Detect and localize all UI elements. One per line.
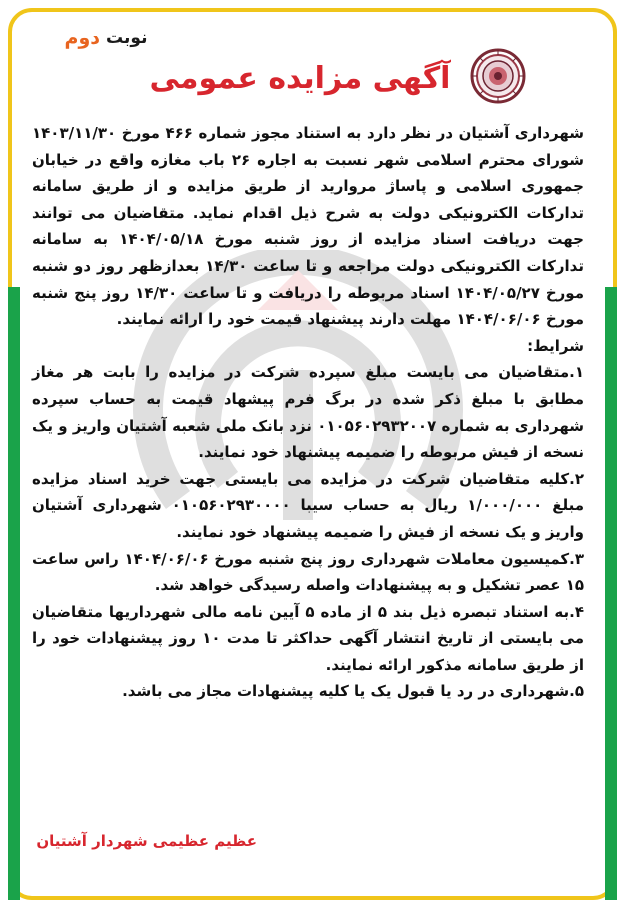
notice-title: آگهی مزایده عمومی	[149, 61, 451, 96]
municipality-seal-icon	[470, 48, 526, 104]
badge-word-second: دوم	[64, 27, 101, 49]
conditions-heading: شرایط:	[527, 336, 584, 355]
condition-item: ۴.به استناد تبصره ذیل بند ۵ از ماده ۵ آیین نامه مالی شهرداریها متقاضیان می بایستی از تاریخ انتشار آگهی حداکثر تا مدت ۱۰ روز پیشنهادات خود را از طریق سامانه مذکور ارائه نمایند.	[32, 602, 584, 674]
green-side-stripe-left	[8, 287, 20, 900]
badge-word-round: نوبت	[106, 28, 148, 48]
condition-item: ۵.شهرداری در رد یا قبول یک یا کلیه پیشنهادات مجاز می باشد.	[122, 682, 584, 701]
green-side-stripe-right	[605, 287, 617, 900]
intro-paragraph: شهرداری آشتیان در نظر دارد به استناد مجوز شماره ۴۶۶ مورخ ۱۴۰۳/۱۱/۳۰ شورای محترم اسلامی شهر نسبت به اجاره ۲۶ باب مغازه واقع در خیابان جمهوری اسلامی و پاساژ مروارید از طریق مزایده و از طریق سامانه تدارکات الکترونیکی دولت به شرح ذیل اقدام نماید. متقاضیان می توانند جهت دریافت اسناد مزایده از روز شنبه مورخ ۱۴۰۴/۰۵/۱۸ به سامانه تدارکات الکترونیکی دولت مراجعه و تا ساعت ۱۴/۳۰ بعدازظهر روز دو شنبه مورخ ۱۴۰۴/۰۵/۲۷ اسناد مربوطه را دریافت و تا ساعت ۱۴/۳۰ روز پنج شنبه مورخ ۱۴۰۴/۰۶/۰۶ مهلت دارند پیشنهاد قیمت خود را ارائه نمایند.	[32, 124, 585, 329]
condition-item: ۲.کلیه متقاضیان شرکت در مزایده می بایستی جهت خرید اسناد مزایده مبلغ ۱/۰۰۰/۰۰۰ ریال به حساب سیبا ۰۱۰۵۶۰۲۹۳۰۰۰۰ شهرداری آشتیان واریز و یک نسخه از فیش را ضمیمه پیشنهاد خود نمایند.	[32, 469, 584, 541]
conditions-list	[32, 359, 584, 705]
mayor-signature: عظیم عظیمی شهردار آشتیان	[36, 832, 257, 850]
condition-item: ۳.کمیسیون معاملات شهرداری روز پنج شنبه مورخ ۱۴۰۴/۰۶/۰۶ راس ساعت ۱۵ عصر تشکیل و به پیشنهادات واصله رسیدگی خواهد شد.	[32, 549, 584, 595]
condition-item: ۱.متقاضیان می بایست مبلغ سپرده شرکت در مزایده را بابت هر مغاز مطابق با مبلغ ذکر شده در برگ فرم پیشهاد قیمت به حساب سپرده شهرداری به شماره ۰۱۰۵۶۰۲۹۳۲۰۰۷ نزد بانک ملی شعبه آشتیان واریز و یک نسخه از فیش مربوطه را ضمیمه پیشنهاد خود نمایند.	[32, 363, 584, 462]
round-badge	[52, 20, 160, 56]
notice-body	[32, 120, 584, 705]
